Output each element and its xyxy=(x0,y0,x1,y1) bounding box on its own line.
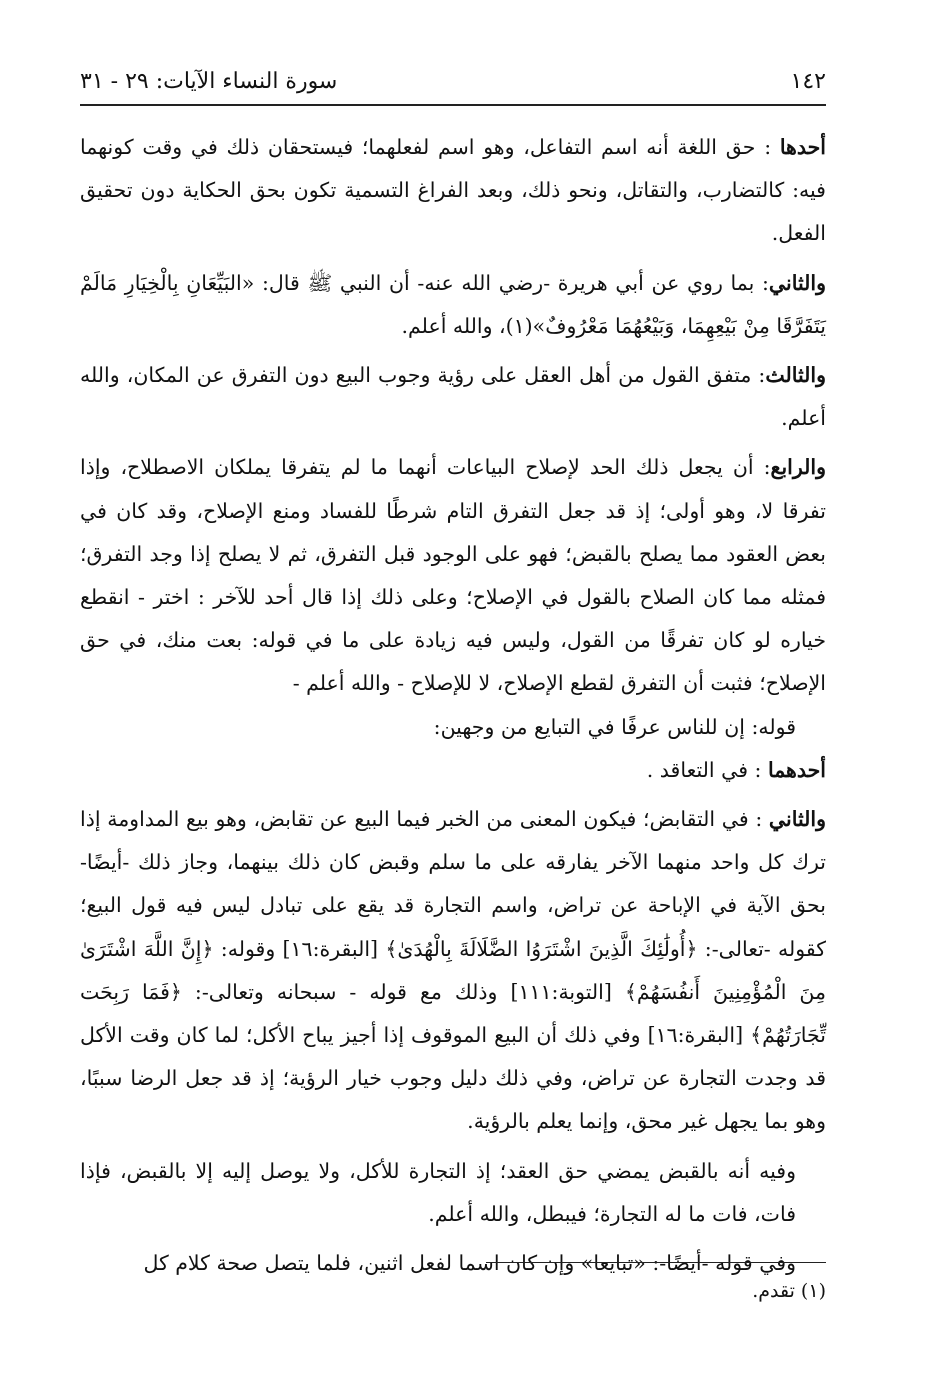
paragraph-third xyxy=(80,354,826,440)
page-body xyxy=(80,126,826,1285)
paragraph-fourth xyxy=(80,446,826,705)
paragraph-text: : في التعاقد . xyxy=(646,757,768,782)
page-number: ١٤٢ xyxy=(790,68,826,94)
paragraph-aspect-one xyxy=(80,749,826,792)
footnote: (١) تقدم. xyxy=(752,1280,826,1302)
paragraph-first xyxy=(80,126,826,256)
paragraph-qabd xyxy=(80,1150,826,1236)
paragraph-term: والرابع xyxy=(770,455,826,480)
paragraph-text: وفيه أنه بالقبض يمضي حق العقد؛ إذ التجارة للأكل، ولا يوصل إليه إلا بالقبض، فإذا فات، فات ما له التجارة؛ فيبطل، والله أعلم. xyxy=(80,1158,796,1226)
page-header xyxy=(80,60,826,102)
paragraph-term: والثاني xyxy=(768,270,826,295)
paragraph-term: والثالث xyxy=(765,363,826,388)
paragraph-text: : متفق القول من أهل العقل على رؤية وجوب البيع دون التفرق عن المكان، والله أعلم. xyxy=(80,363,826,431)
paragraph-text: قوله: إن للناس عرفًا في التبايع من وجهين: xyxy=(433,714,796,739)
paragraph-text: وفي قوله -أيضًا-: «تبايعا» وإن كان اسما لفعل اثنين، فلما يتصل صحة كلام كل xyxy=(143,1251,796,1276)
paragraph-tabaya xyxy=(80,1242,826,1285)
paragraph-text: : حق اللغة أنه اسم التفاعل، وهو اسم لفعلهما؛ فيستحقان ذلك في وقت كونهما فيه: كالتضارب، والتقاتل، ونحو ذلك، وبعد الفراغ التسمية تكون بحق الحكاية دون تحقيق الفعل. xyxy=(80,135,826,246)
paragraph-second xyxy=(80,262,826,348)
footnote-divider xyxy=(486,1262,826,1263)
paragraph-aspect-two xyxy=(80,798,826,1144)
paragraph-term: أحدها xyxy=(779,135,826,159)
paragraph-text: : في التقابض؛ فيكون المعنى من الخبر فيما البيع عن تقابض، وهو بيع المداومة إذا ترك كل واحد منهما الآخر يفارقه على ما سلم وقبض كان ذلك بينهما، وجاز ذلك -أيضًا- بحق الآية في الإباحة عن تراض، واسم التجارة قد يقع على تبادل ليس فيه قول البيع؛ كقوله -تعالى-: ﴿أُولَٰئِكَ الَّذِينَ اشْتَرَوُا الضَّلَالَةَ بِالْهُدَىٰ﴾ [البقرة:١٦] وقوله: ﴿إِنَّ اللَّهَ اشْتَرَىٰ مِنَ الْمُؤْمِنِينَ أَنفُسَهُمْ﴾ [التوبة:١١١] وذلك مع قوله - سبحانه وتعالى-: ﴿فَمَا رَبِحَت تِّجَارَتُهُمْ﴾ [البقرة:١٦] وفي ذلك أن البيع الموقوف إذا أجيز يباح الأكل؛ لما كان وقت الأكل قد وجدت التجارة عن تراض، وفي ذلك دليل وجوب خيار الرؤية؛ إذ قد جعل الرضا سببًا، وهو بما يجهل غير محق، وإنما يعلم بالرؤية. xyxy=(80,807,826,1134)
paragraph-two-aspects xyxy=(80,706,826,749)
paragraph-term: والثاني xyxy=(768,807,826,832)
header-divider xyxy=(80,104,826,106)
paragraph-text: : بما روي عن أبي هريرة -رضي الله عنه- أن النبي ﷺ قال: «البَيِّعَانِ بِالْخِيَارِ مَالَمْ يَتَفَرَّقَا مِنْ بَيْعِهِمَا، وَبَيْعُهُمَا مَعْرُوفٌ»(١)، والله أعلم. xyxy=(80,270,826,338)
running-title: سورة النساء الآيات: ٢٩ - ٣١ xyxy=(80,68,338,94)
paragraph-text: : أن يجعل ذلك الحد لإصلاح البياعات أنهما ما لم يتفرقا يملكان الاصطلاح، وإذا تفرقا لا، وهو أولى؛ إذ قد جعل التفرق التام شرطًا للفساد ومنع الإصلاح، وقد كان في بعض العقود مما يصلح بالقبض؛ فهو على الوجود قبل التفرق، ثم لا يصلح إذا وجد التفرق؛ فمثله مما كان الصلاح بالقول في الإصلاح؛ وعلى ذلك إذا قال أحد للآخر : اختر - انقطع خياره لو كان تفرقًا من القول، وليس فيه زيادة على ما في قوله: بعت منك، في حق الإصلاح؛ فثبت أن التفرق لقطع الإصلاح، لا للإصلاح - والله أعلم - xyxy=(80,455,826,696)
paragraph-term: أحدهما xyxy=(767,757,826,782)
